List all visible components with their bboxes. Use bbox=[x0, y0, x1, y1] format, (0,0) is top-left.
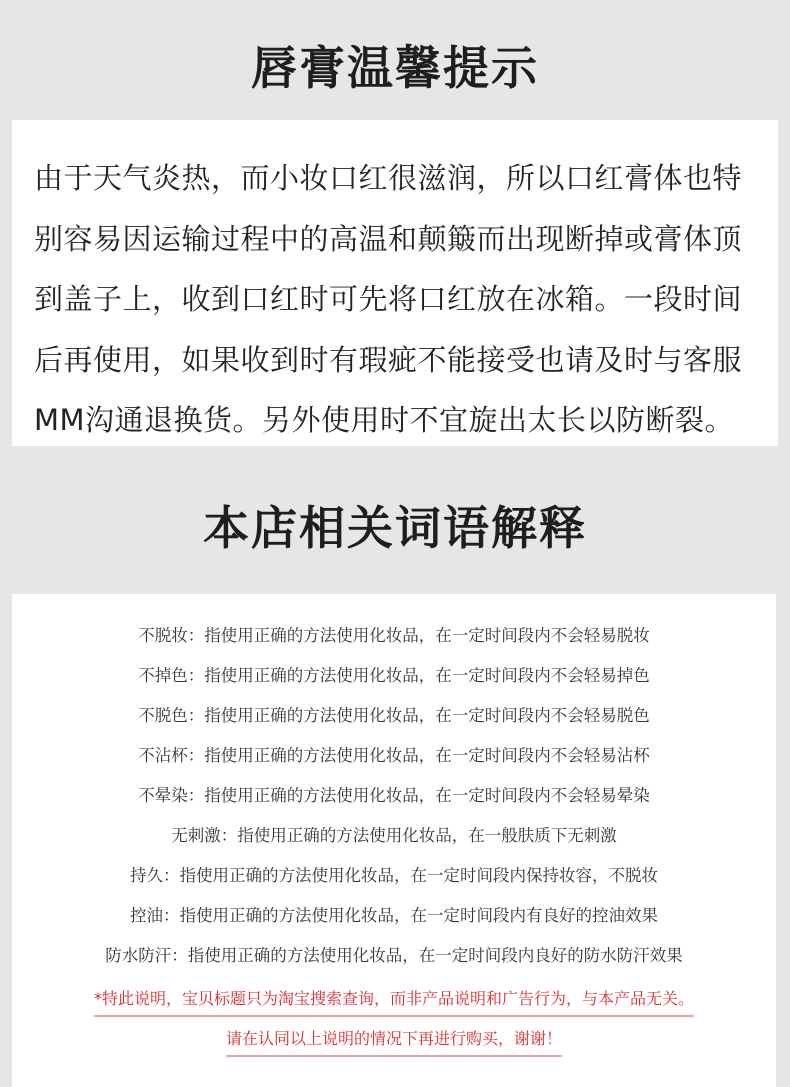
confirmation-text: 请在认同以上说明的情况下再进行购买，谢谢！ bbox=[226, 1026, 562, 1057]
definition-item: 无刺激：指使用正确的方法使用化妆品，在一般肤质下无刺激 bbox=[171, 826, 617, 845]
disclaimer-note bbox=[12, 986, 776, 1017]
section-title-glossary: 本店相关词语解释 bbox=[203, 501, 587, 555]
definition-item: 不脱色：指使用正确的方法使用化妆品，在一定时间段内不会轻易脱色 bbox=[138, 706, 650, 725]
disclaimer-text: *特此说明，宝贝标题只为淘宝搜索查询，而非产品说明和广告行为，与本产品无关。 bbox=[94, 986, 694, 1017]
section-title-lipstick-tips: 唇膏温馨提示 bbox=[251, 41, 539, 95]
definition-item: 控油：指使用正确的方法使用化妆品，在一定时间段内有良好的控油效果 bbox=[130, 906, 658, 925]
purchase-confirmation-note bbox=[12, 1026, 776, 1057]
definition-item: 不掉色：指使用正确的方法使用化妆品，在一定时间段内不会轻易掉色 bbox=[138, 666, 650, 685]
notice-card bbox=[12, 120, 778, 446]
definition-list bbox=[12, 616, 776, 976]
definition-item: 不晕染：指使用正确的方法使用化妆品，在一定时间段内不会轻易晕染 bbox=[138, 786, 650, 805]
definition-item: 不沾杯：指使用正确的方法使用化妆品，在一定时间段内不会轻易沾杯 bbox=[138, 746, 650, 765]
notice-text: 由于天气炎热，而小妆口红很滋润，所以口红膏体也特别容易因运输过程中的高温和颠簸而出现断掉或膏体顶到盖子上，收到口红时可先将口红放在冰箱。一段时间后再使用，如果收到时有瑕疵不能接受也请及时与客服MM沟通退换货。另外使用时不宜旋出太长以防断裂。 bbox=[34, 161, 743, 437]
definition-item: 持久：指使用正确的方法使用化妆品，在一定时间段内保持妆容，不脱妆 bbox=[130, 866, 658, 885]
definition-item: 不脱妆：指使用正确的方法使用化妆品，在一定时间段内不会轻易脱妆 bbox=[138, 626, 650, 645]
glossary-card bbox=[12, 594, 776, 1087]
definition-item: 防水防汗：指使用正确的方法使用化妆品，在一定时间段内良好的防水防汗效果 bbox=[105, 946, 683, 965]
